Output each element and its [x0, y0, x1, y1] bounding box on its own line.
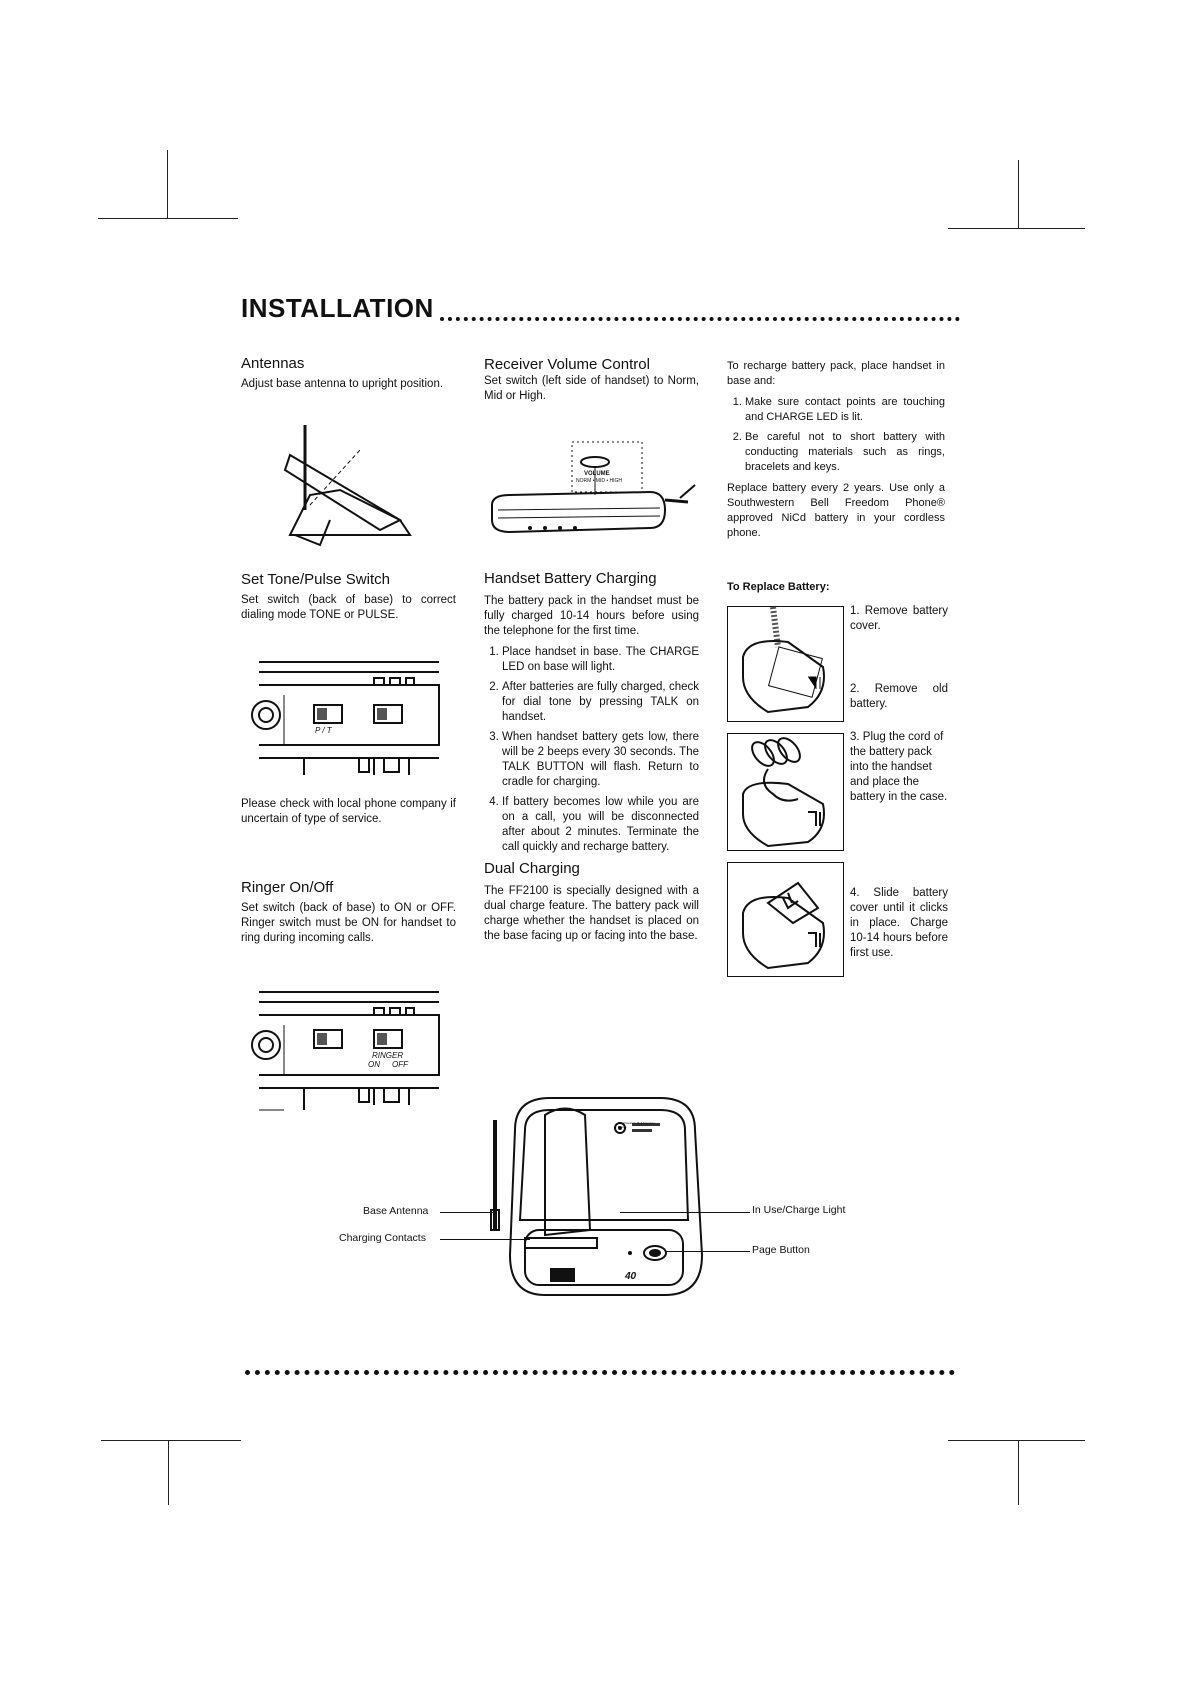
dual-charging-text: The FF2100 is specially designed with a dual charge feature. The battery pack will charge whether the handset is placed on the base facing up or facing into the base.	[484, 885, 699, 942]
callout-base-antenna: Base Antenna	[363, 1205, 429, 1217]
volume-label-line1: VOLUME	[584, 471, 610, 477]
replace-step4-image	[727, 862, 844, 977]
phone-base-illustration	[490, 1090, 710, 1300]
receiver-volume-section	[484, 357, 699, 410]
receiver-volume-heading: Receiver Volume Control	[484, 356, 650, 373]
crop-mark	[1018, 1440, 1019, 1505]
receiver-volume-text: Set switch (left side of handset) to Norm, Mid or High.	[484, 375, 699, 402]
antennas-text: Adjust base antenna to upright position.	[241, 378, 444, 390]
list-item: 1. Place handset in base. The CHARGE LED on base will light.	[502, 645, 699, 675]
callout-charging-contacts: Charging Contacts	[339, 1232, 426, 1244]
replace-step1	[850, 604, 948, 640]
crop-mark	[168, 1440, 169, 1505]
tone-pulse-switch-label: P / T	[315, 726, 332, 735]
handset-battery-steps	[484, 645, 699, 855]
base-channels-label: 40	[625, 1271, 637, 1282]
crop-mark	[1018, 160, 1019, 228]
crop-mark	[948, 228, 1085, 229]
replace-step3	[850, 730, 948, 811]
recharge-section	[727, 359, 945, 547]
handset-volume-illustration	[490, 440, 700, 540]
ringer-heading: Ringer On/Off	[241, 879, 334, 896]
callout-line	[440, 1212, 495, 1213]
tone-pulse-text: Set switch (back of base) to correct dialing mode TONE or PULSE.	[241, 594, 456, 621]
tone-pulse-heading: Set Tone/Pulse Switch	[241, 571, 390, 588]
replace-battery-heading: To Replace Battery:	[727, 581, 830, 593]
replace-step1-text: 1. Remove battery cover.	[850, 605, 948, 632]
list-item: 2. Be careful not to short battery with conducting materials such as rings, bracelets and keys.	[745, 430, 945, 475]
callout-in-use-light: In Use/Charge Light	[752, 1204, 846, 1216]
bottom-dot-rule	[245, 1364, 955, 1375]
replace-step4	[850, 886, 948, 967]
ringer-text: Set switch (back of base) to ON or OFF. Ringer switch must be ON for handset to ring during incoming calls.	[241, 902, 456, 944]
list-item: 1. Make sure contact points are touching and CHARGE LED is lit.	[745, 395, 945, 425]
crop-mark	[167, 150, 168, 218]
title-dot-leader	[440, 303, 960, 321]
handset-battery-heading: Handset Battery Charging	[484, 570, 657, 587]
tone-pulse-switch-illustration	[254, 660, 444, 780]
callout-line	[620, 1212, 750, 1213]
tone-pulse-section	[241, 572, 456, 629]
replace-step4-text: 4. Slide battery cover until it clicks in place. Charge 10-14 hours before first use.	[850, 887, 948, 959]
callout-line	[665, 1251, 750, 1252]
tone-pulse-note	[241, 797, 456, 833]
volume-label-line2: NORM • MID • HIGH	[576, 478, 622, 484]
antenna-illustration	[270, 420, 420, 545]
callout-page-button: Page Button	[752, 1244, 810, 1256]
ringer-switch-illustration	[254, 990, 444, 1115]
crop-mark	[101, 1440, 241, 1441]
replace-step3-text: 3. Plug the cord of the battery pack into the handset and place the battery in the case.	[850, 731, 948, 803]
ringer-section	[241, 880, 456, 952]
replace-step2	[850, 682, 948, 718]
crop-mark	[948, 1440, 1085, 1441]
recharge-note: Replace battery every 2 years. Use only a Southwestern Bell Freedom Phone® approved NiCd battery in your cordless phone.	[727, 482, 945, 539]
replace-step3-image	[727, 733, 844, 851]
handset-battery-intro: The battery pack in the handset must be fully charged 10-14 hours before using the telephone for the first time.	[484, 595, 699, 637]
antennas-section	[241, 356, 456, 398]
ringer-on-label: ON	[368, 1060, 380, 1069]
ringer-switch-label: RINGER	[372, 1051, 404, 1060]
page-title: INSTALLATION	[241, 293, 434, 323]
base-brand-label: Southwestern Bell Freedom Phone	[618, 1121, 656, 1129]
tone-pulse-note-text: Please check with local phone company if uncertain of type of service.	[241, 798, 456, 825]
antennas-heading: Antennas	[241, 355, 305, 372]
list-item: 3. When handset battery gets low, there will be 2 beeps every 30 seconds. The TALK BUTTON will flash. Return to cradle for charging.	[502, 730, 699, 790]
callout-line	[440, 1239, 530, 1240]
crop-mark	[98, 218, 238, 219]
recharge-intro: To recharge battery pack, place handset in base and:	[727, 360, 945, 387]
handset-battery-section	[484, 571, 699, 950]
list-item: 2. After batteries are fully charged, check for dial tone by pressing TALK on handset.	[502, 680, 699, 725]
list-item: 4. If battery becomes low while you are on a call, you will be disconnected after about 2 minutes. Terminate the call quickly and recharge battery.	[502, 795, 699, 855]
replace-step2-text: 2. Remove old battery.	[850, 683, 948, 710]
replace-step1-image	[727, 606, 844, 722]
ringer-off-label: OFF	[392, 1060, 408, 1069]
recharge-steps	[727, 395, 945, 475]
dual-charging-heading: Dual Charging	[484, 860, 580, 877]
